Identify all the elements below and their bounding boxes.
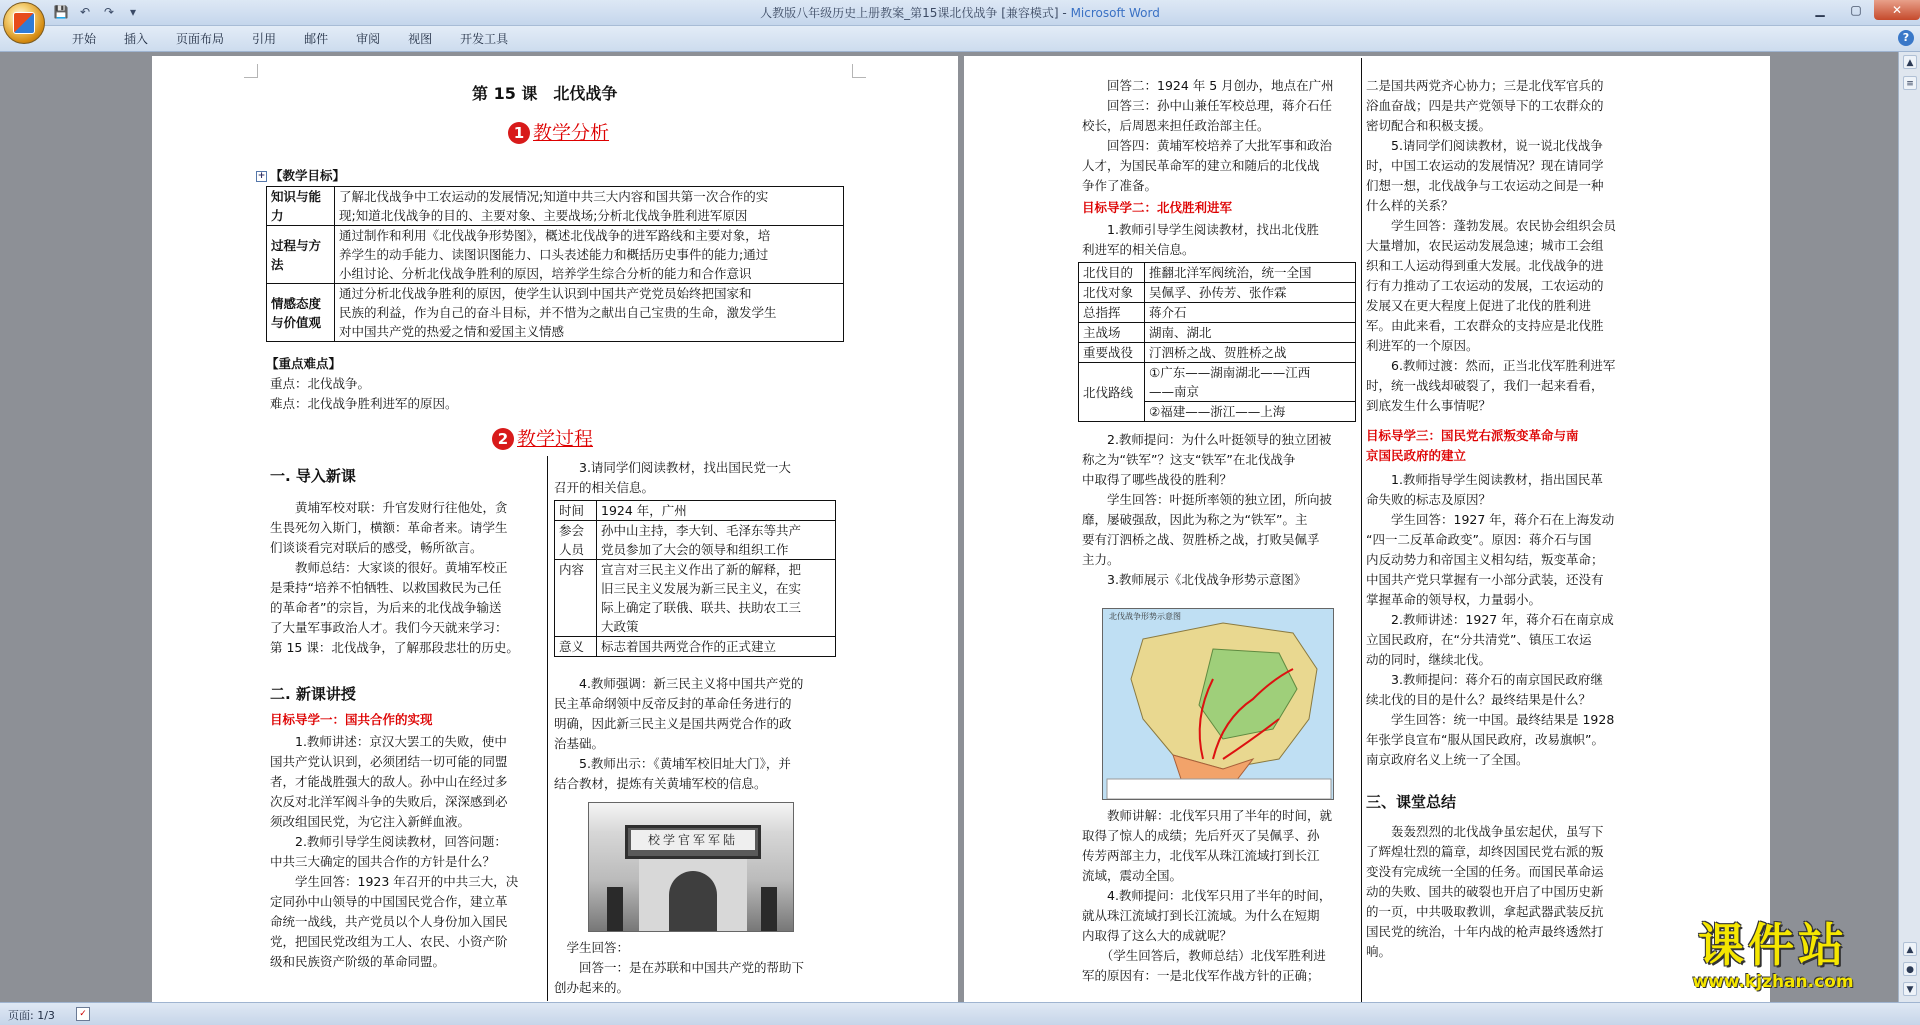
table-value	[1145, 263, 1356, 283]
paragraph-line: 回答四：黄埔军校培养了大批军事和政治	[1082, 138, 1333, 153]
student-answers	[554, 938, 804, 998]
table-row	[1079, 363, 1356, 422]
table-key: 北伐路线	[1079, 363, 1145, 422]
office-logo-icon	[13, 12, 35, 34]
goal-line: 通过分析北伐战争胜利的原因，使学生认识到中国共产党党员始终把国家和	[339, 286, 752, 301]
paragraph-line: 定同孙中山领导的中国国民党合作，建立革	[270, 894, 508, 909]
paragraph-line: 们想一想，北伐战争与工农运动之间是一种	[1366, 178, 1604, 193]
table-line: 际上确定了联俄、联共、扶助农工三	[601, 600, 802, 615]
map-legend	[1107, 779, 1331, 799]
col1-bottom	[1082, 806, 1332, 986]
table-key: 重要战役	[1079, 343, 1145, 363]
col2-top	[1366, 76, 1616, 416]
customize-toolbar-icon[interactable]: ▾	[129, 5, 137, 19]
tab-page-layout[interactable]: 页面布局	[176, 32, 225, 46]
paragraph-line: 利进军的相关信息。	[1082, 242, 1195, 257]
paragraph-line: 回答一：是在苏联和中国共产党的帮助下	[554, 960, 805, 975]
paragraph-line: 学生回答：	[554, 940, 630, 955]
browse-object-icon[interactable]: ●	[1903, 962, 1917, 976]
table-key: 内容	[555, 560, 597, 637]
paragraph-line: 中国共产党只掌握有一小部分武装，还没有	[1366, 572, 1604, 587]
paragraph-line: 中取得了哪些战役的胜利？	[1082, 472, 1233, 487]
goal-value	[335, 226, 844, 284]
goal-key: 情感态度与价值观	[267, 284, 335, 342]
minimize-button[interactable]: ▁	[1815, 3, 1825, 17]
document-page-2	[964, 56, 1770, 1006]
table-value	[597, 637, 836, 657]
paragraph-line: 学生回答：蓬勃发展。农民协会组织会员	[1366, 218, 1617, 233]
table-line: ——南京	[1149, 384, 1200, 399]
paragraph-line: 回答二：1924 年 5 月创办，地点在广州	[1082, 78, 1334, 93]
northern-expedition-table	[1078, 262, 1356, 422]
paragraph-line: （学生回答后，教师总结）北伐军胜利进	[1082, 948, 1326, 963]
right-column-mid	[554, 674, 803, 794]
right-column-top	[554, 458, 791, 498]
paragraph-line: 要有汀泗桥之战、贺胜桥之战，打败吴佩孚	[1082, 532, 1320, 547]
goal-line: 养学生的动手能力、读图识图能力、口头表述能力和概括历史事件的能力;通过	[339, 247, 769, 262]
paragraph-line: 生畏死勿入斯门，横额：革命者来。请学生	[270, 520, 508, 535]
table-row	[555, 521, 836, 560]
table-row	[555, 501, 836, 521]
table-row	[267, 226, 844, 284]
goal-guide-line: 目标导学三：国民党右派叛变革命与南	[1366, 428, 1579, 443]
paragraph-line: 4.教师提问：北伐军只用了半年的时间，	[1082, 888, 1332, 903]
tab-references[interactable]: 引用	[252, 32, 277, 46]
prev-page-icon[interactable]: ▲	[1903, 942, 1917, 956]
table-row	[1079, 283, 1356, 303]
goal-line: 现;知道北伐战争的目的、主要对象、主要战场;分析北伐战争胜利进军原因	[339, 208, 748, 223]
paragraph-line: 到底发生什么事情呢？	[1366, 398, 1492, 413]
table-move-handle-icon[interactable]: +	[257, 171, 266, 181]
window-title	[0, 4, 1920, 21]
table-line: 标志着国共两党合作的正式建立	[601, 639, 777, 654]
paragraph-line: 者，才能战胜强大的敌人。孙中山在经过多	[270, 774, 508, 789]
table-line: 推翻北洋军阀统治，统一全国	[1149, 265, 1312, 280]
subsection-summary: 三、课堂总结	[1366, 793, 1457, 811]
paragraph-line: 民主革命纲领中反帝反封的革命任务进行的	[554, 696, 792, 711]
redo-icon[interactable]: ↷	[103, 5, 115, 19]
col2-mid	[1366, 470, 1614, 770]
paragraph-line: 南京政府名义上统一了全国。	[1366, 752, 1529, 767]
goal-line: 民族的利益，作为自己的奋斗目标，并不惜为之献出自己宝贵的生命，激发学生	[339, 305, 777, 320]
table-row	[1079, 263, 1356, 283]
section-heading-analysis	[508, 122, 609, 144]
table-value	[597, 560, 836, 637]
table-key: 总指挥	[1079, 303, 1145, 323]
window-controls	[1802, 0, 1920, 20]
watermark-url: www.kjzhan.com	[1692, 972, 1854, 992]
paragraph-line: 掌握革命的领导权，力量弱小。	[1366, 592, 1542, 607]
paragraph-line: 2.教师讲述：1927 年，蒋介石在南京成	[1366, 612, 1614, 627]
office-button[interactable]	[3, 2, 45, 44]
paragraph-line: 学生回答：1923 年召开的中共三大，决	[270, 874, 519, 889]
goal-guide-3	[1366, 426, 1579, 466]
table-line: 1924 年，广州	[601, 503, 687, 518]
paragraph-line: 5.教师出示：《黄埔军校旧址大门》，并	[554, 756, 791, 771]
paragraph-line: 内反动势力和帝国主义相勾结，叛变革命；	[1366, 552, 1604, 567]
guard-post	[607, 887, 623, 932]
goal-guide-1: 目标导学一：国共合作的实现	[270, 712, 433, 727]
col1-mid	[1082, 430, 1332, 590]
lesson-title: 第 15 课 北伐战争	[472, 84, 618, 103]
paragraph-line: 3.请同学们阅读教材，找出国民党一大	[554, 460, 791, 475]
paragraph-line: 回答三：孙中山兼任军校总理，蒋介石任	[1082, 98, 1333, 113]
col1-top	[1082, 76, 1334, 196]
tab-insert[interactable]: 插入	[124, 32, 149, 46]
paragraph-line: 是秉持“培养不怕牺牲、以救国救民为己任	[270, 580, 502, 595]
gate-arch	[669, 871, 717, 932]
table-line: ②福建——浙江——上海	[1145, 401, 1355, 421]
section-heading-process	[492, 428, 593, 450]
northern-expedition-map	[1102, 608, 1334, 800]
scroll-up-icon[interactable]: ▲	[1903, 55, 1917, 69]
guard-post	[761, 887, 777, 932]
paragraph-line: 1.教师引导学生阅读教材，找出北伐胜	[1082, 222, 1319, 237]
table-value	[597, 521, 836, 560]
paragraph-line: 明确，因此新三民主义是国共两党合作的政	[554, 716, 792, 731]
paragraph-line: 浴血奋战；四是共产党领导下的工农群众的	[1366, 98, 1604, 113]
table-key: 意义	[555, 637, 597, 657]
goal-line: 小组讨论、分析北伐战争胜利的原因，培养学生综合分析的能力和合作意识	[339, 266, 752, 281]
paragraph-line: 召开的相关信息。	[554, 480, 655, 495]
section-title: 教学分析	[533, 122, 610, 144]
column-divider	[1361, 58, 1362, 1003]
tab-mailings[interactable]: 邮件	[304, 32, 329, 46]
table-key: 北伐目的	[1079, 263, 1145, 283]
help-icon[interactable]: ?	[1898, 30, 1914, 46]
paragraph-line: 时，中国工农运动的发展情况？现在请同学	[1366, 158, 1604, 173]
table-line: 大政策	[601, 619, 639, 634]
paragraph-line: 1.教师讲述：京汉大罢工的失败，使中	[270, 734, 507, 749]
paragraph-line: 命统一战线，共产党员以个人身份加入国民	[270, 914, 508, 929]
paragraph-line: 结合教材，提炼有关黄埔军校的信息。	[554, 776, 767, 791]
paragraph-line: 称之为“铁军”？这支“铁军”在北伐战争	[1082, 452, 1296, 467]
paragraph-line: 二是国共两党齐心协力；三是北伐军官兵的	[1366, 78, 1604, 93]
paragraph-line: 立国民政府，在“分共清党”、镇压工农运	[1366, 632, 1592, 647]
paragraph-line: 响。	[1366, 944, 1392, 959]
key-point: 重点：北伐战争。	[270, 376, 371, 391]
paragraph-line: 第 15 课：北伐战争，了解那段悲壮的历史。	[270, 640, 519, 655]
paragraph-line: 命失败的标志及原因？	[1366, 492, 1492, 507]
paragraph-line: 2.教师提问：为什么叶挺领导的独立团被	[1082, 432, 1332, 447]
goal-line: 了解北伐战争中工农运动的发展情况;知道中共三大内容和国共第一次合作的实	[339, 189, 769, 204]
gate-plaque: 校学官军军陆	[631, 830, 755, 850]
status-bar	[0, 1002, 1920, 1025]
margin-mark	[852, 64, 866, 78]
maximize-button[interactable]: ▢	[1850, 3, 1862, 17]
table-line: 吴佩孚、孙传芳、张作霖	[1149, 285, 1287, 300]
paragraph-line: 发展又在更大程度上促进了北伐的胜利进	[1366, 298, 1592, 313]
table-row	[555, 560, 836, 637]
goal-value	[335, 187, 844, 226]
paragraph-line: 1.教师指导学生阅读教材，指出国民革	[1366, 472, 1603, 487]
paragraph-line: 续北伐的目的是什么？最终结果是什么？	[1366, 692, 1592, 707]
teaching-goals-heading	[256, 166, 345, 186]
paragraph-line: 靡，屡破强敌，因此为称之为“铁军”。主	[1082, 512, 1308, 527]
table-line: 旧三民主义发展为新三民主义，在实	[601, 581, 802, 596]
paragraph-line: 中共三大确定的国共合作的方针是什么？	[270, 854, 496, 869]
paragraph-line: 利进军的一个原因。	[1366, 338, 1479, 353]
save-icon[interactable]: 💾	[53, 5, 69, 19]
subsection-intro: 一. 导入新课	[270, 467, 356, 485]
paragraph-line: 校长，后周恩来担任政治部主任。	[1082, 118, 1270, 133]
paragraph-line: 5.请同学们阅读教材，说一说北伐战争	[1366, 138, 1603, 153]
paragraph-line: 2.教师引导学生阅读教材，回答问题：	[270, 834, 507, 849]
table-line: 党员参加了大会的领导和组织工作	[601, 542, 789, 557]
paragraph-line: 4.教师强调：新三民主义将中国共产党的	[554, 676, 804, 691]
table-value	[1145, 343, 1356, 363]
paragraph-line: 流域，震动全国。	[1082, 868, 1183, 883]
paragraph-line: 教师总结：大家谈的很好。黄埔军校正	[270, 560, 508, 575]
paragraph-line: 创办起来的。	[554, 980, 630, 995]
undo-icon[interactable]: ↶	[79, 5, 91, 19]
paragraph-line: 就从珠江流域打到长江流域。为什么在短期	[1082, 908, 1320, 923]
watermark-text: 课件站	[1698, 918, 1848, 972]
table-line: 蒋介石	[1149, 305, 1187, 320]
paragraph-line: 级和民族资产阶级的革命同盟。	[270, 954, 446, 969]
paragraph-line: 军的原因有：一是北伐军作战方针的正确；	[1082, 968, 1320, 983]
table-line: 宣言对三民主义作出了新的解释，把	[601, 562, 802, 577]
paragraph-line: 变没有完成统一全国的任务。而国民革命运	[1366, 864, 1604, 879]
table-key: 主战场	[1079, 323, 1145, 343]
paragraph-line: 密切配合和积极支援。	[1366, 118, 1492, 133]
paragraph-line: 年张学良宣布“服从国民政府，改易旗帜”。	[1366, 732, 1604, 747]
paragraph-line: 动的失败、国共的破裂也开启了中国历史新	[1366, 884, 1604, 899]
paragraph-line: 3.教师提问：蒋介石的南京国民政府继	[1366, 672, 1603, 687]
paragraph-line: 学生回答：1927 年，蒋介石在上海发动	[1366, 512, 1615, 527]
tab-view[interactable]: 视图	[408, 32, 433, 46]
table-row	[1079, 303, 1356, 323]
table-line: 汀泗桥之战、贺胜桥之战	[1149, 345, 1287, 360]
paragraph-line: 争作了准备。	[1082, 178, 1158, 193]
subsection-new-lesson: 二. 新课讲授	[270, 685, 356, 703]
document-name: 人教版八年级历史上册教案_第15课北伐战争 [兼容模式] -	[760, 6, 1071, 20]
paragraph-line: 取得了惊人的成绩；先后歼灭了吴佩孚、孙	[1082, 828, 1320, 843]
map-graphic	[1103, 609, 1334, 800]
goal-line: 通过制作和利用《北伐战争形势图》，概述北伐战争的进军路线和主要对象，培	[339, 228, 771, 243]
paragraph-line: 传芳两部主力，北伐军从珠江流域打到长江	[1082, 848, 1320, 863]
paragraph-line: 轰轰烈烈的北伐战争虽宏起伏，虽写下	[1366, 824, 1604, 839]
vertical-scrollbar[interactable]	[1898, 52, 1920, 1002]
table-key: 时间	[555, 501, 597, 521]
paragraph-line: 国民党的统治，十年内战的枪声最终透然打	[1366, 924, 1604, 939]
paragraph-line: 什么样的关系？	[1366, 198, 1454, 213]
paragraph-line: 学生回答：统一中国。最终结果是 1928	[1366, 712, 1615, 727]
ruler-toggle-icon[interactable]: ≡	[1903, 76, 1917, 90]
paragraph-line: 军。由此来看，工农群众的支持应是北伐胜	[1366, 318, 1604, 333]
document-page-1	[152, 56, 958, 1006]
paragraph-line: 黄埔军校对联：升官发财行往他处，贪	[270, 500, 508, 515]
table-line: 孙中山主持，李大钊、毛泽东等共产	[601, 523, 802, 538]
column-divider	[547, 456, 548, 1001]
tab-developer[interactable]: 开发工具	[460, 32, 509, 46]
paragraph-line: 的一页，中共吸取教训，拿起武器武装反抗	[1366, 904, 1604, 919]
tab-home[interactable]: 开始	[72, 32, 97, 46]
close-button[interactable]: ✕	[1874, 0, 1920, 20]
goal-value	[335, 284, 844, 342]
paragraph-line: 教师讲解：北伐军只用了半年的时间，就	[1082, 808, 1333, 823]
table-line: 湖南、湖北	[1149, 325, 1212, 340]
goal-head-text: 【教学目标】	[270, 168, 346, 183]
ribbon-tabs	[0, 26, 1920, 52]
lesson-text	[270, 732, 518, 972]
paragraph-line: 时，统一战线却破裂了，我们一起来看看，	[1366, 378, 1604, 393]
goals-table	[266, 186, 844, 342]
goal-line: 对中国共产党的热爱之情和爱国主义情感	[339, 324, 565, 339]
key-points-heading: 【重点难点】	[266, 356, 342, 371]
whampoa-gate-photo	[588, 802, 794, 932]
next-page-icon[interactable]: ▼	[1903, 982, 1917, 996]
difficult-point: 难点：北伐战争胜利进军的原因。	[270, 396, 458, 411]
paragraph-line: 治基础。	[554, 736, 605, 751]
kmt-congress-table	[554, 500, 836, 657]
col1-guide	[1082, 220, 1319, 260]
tab-review[interactable]: 审阅	[356, 32, 381, 46]
table-row	[555, 637, 836, 657]
goal-key: 知识与能力	[267, 187, 335, 226]
intro-text	[270, 498, 519, 658]
table-row	[1079, 343, 1356, 363]
page-indicator[interactable]: 页面: 1/3	[8, 1009, 55, 1022]
table-value	[1145, 323, 1356, 343]
goal-guide-line: 京国民政府的建立	[1366, 448, 1467, 463]
paragraph-line: 的革命者”的宗旨，为后来的北伐战争输送	[270, 600, 502, 615]
table-value	[1145, 303, 1356, 323]
table-row	[1079, 323, 1356, 343]
paragraph-line: 们谈谈看完对联后的感受，畅所欲言。	[270, 540, 483, 555]
paragraph-line: 了大量军事政治人才。我们今天就来学习：	[270, 620, 508, 635]
paragraph-line: 内取得了这么大的成就呢？	[1082, 928, 1233, 943]
app-name: Microsoft Word	[1070, 6, 1160, 20]
paragraph-line: 大量增加，农民运动发展急速；城市工会组	[1366, 238, 1604, 253]
goal-guide-2: 目标导学二：北伐胜利进军	[1082, 200, 1233, 215]
table-value	[1145, 283, 1356, 303]
paragraph-line: 织和工人运动得到重大发展。北伐战争的进	[1366, 258, 1604, 273]
table-value	[1145, 363, 1356, 422]
paragraph-line: 党，把国民党改组为工人、农民、小资产阶	[270, 934, 508, 949]
paragraph-line: 行有力推动了工农运动的发展，工农运动的	[1366, 278, 1604, 293]
margin-mark	[244, 64, 258, 78]
section-title: 教学过程	[517, 428, 594, 450]
table-key: 北伐对象	[1079, 283, 1145, 303]
section-number-badge: 1	[508, 122, 530, 144]
table-key: 参会人员	[555, 521, 597, 560]
paragraph-line: 国共产党认识到，必须团结一切可能的同盟	[270, 754, 508, 769]
table-value	[597, 501, 836, 521]
table-line: ①广东——湖南湖北——江西	[1149, 365, 1311, 380]
table-row	[267, 187, 844, 226]
paragraph-line: 6.教师过渡：然而，正当北伐军胜利进军	[1366, 358, 1616, 373]
paragraph-line: 人才，为国民革命军的建立和随后的北伐战	[1082, 158, 1320, 173]
title-bar	[0, 0, 1920, 26]
proofing-icon[interactable]: ✓	[76, 1007, 90, 1021]
paragraph-line: 次反对北洋军阀斗争的失败后，深深感到必	[270, 794, 508, 809]
paragraph-line: 3.教师展示《北伐战争形势示意图》	[1082, 572, 1307, 587]
table-row	[267, 284, 844, 342]
goal-key: 过程与方法	[267, 226, 335, 284]
paragraph-line: 了辉煌壮烈的篇章，却终因国民党右派的叛	[1366, 844, 1604, 859]
paragraph-line: 须改组国民党，为它注入新鲜血液。	[270, 814, 471, 829]
paragraph-line: 主力。	[1082, 552, 1120, 567]
paragraph-line: “四一二反革命政变”。原因：蒋介石与国	[1366, 532, 1592, 547]
paragraph-line: 学生回答：叶挺所率领的独立团，所向披	[1082, 492, 1333, 507]
site-watermark	[1668, 918, 1878, 996]
section-number-badge: 2	[492, 428, 514, 450]
paragraph-line: 动的同时，继续北伐。	[1366, 652, 1492, 667]
summary-text	[1366, 822, 1604, 962]
map-title: 北伐战争形势示意图	[1109, 612, 1181, 621]
